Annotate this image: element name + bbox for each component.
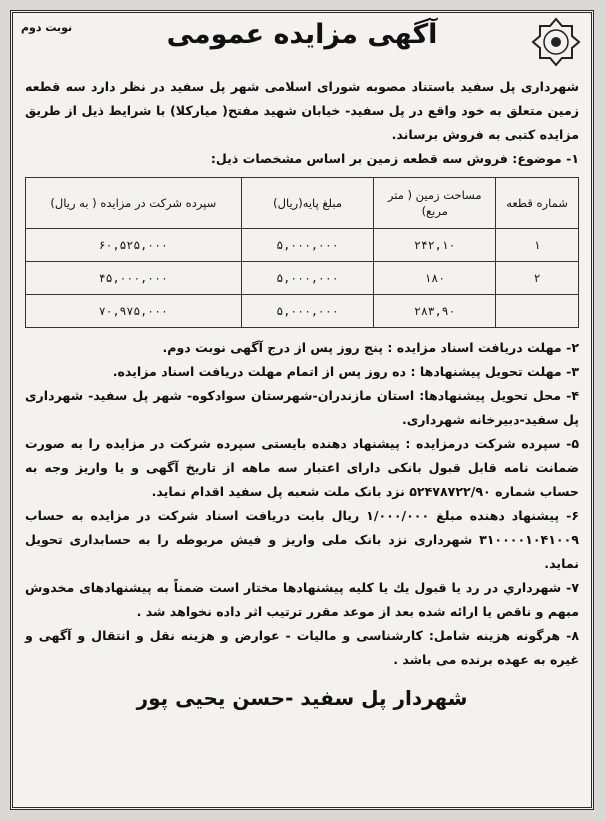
table-row bbox=[26, 295, 579, 328]
condition-item: ۸- هرگونه هزینه شامل: کارشناسی و مالیات - عوارض و هزینه نقل و انتقال و آگهی و غیره به عهده برنده می باشد . bbox=[25, 628, 579, 667]
intro-paragraph: شهرداری پل سفید باستناد مصوبه شورای اسلامی شهر پل سفید در نظر دارد سه قطعه زمین متعلق به خود واقع در پل سفید- خیابان شهید مفتح( میارکلا) با شرایط ذیل از طریق مزایده کتبی به فروش برساند. bbox=[25, 79, 579, 142]
cell-base-price: ۵,۰۰۰,۰۰۰ bbox=[241, 262, 374, 295]
cell-base-price: ۵,۰۰۰,۰۰۰ bbox=[241, 229, 374, 262]
condition-item: ۳- مهلت تحویل پیشنهادها : ده روز پس از اتمام مهلت دریافت اسناد مزایده. bbox=[112, 364, 579, 379]
notice-sheet bbox=[10, 10, 594, 810]
condition-item: ۵- سپرده شرکت درمزایده : پیشنهاد دهنده بایستی سپرده شرکت در مزایده را به صورت ضمانت نامه قابل قبول بانکی دارای اعتبار سه ماهه از تاریخ آگهی و یا واریز وجه به حساب شماره ۵۲۴۷۸۷۲۲/۹۰ نزد بانک ملت شعبه پل سفید اقدام نماید. bbox=[25, 436, 579, 499]
cell-lot-number: ۲ bbox=[496, 262, 579, 295]
cell-deposit: ۶۰,۵۲۵,۰۰۰ bbox=[26, 229, 242, 262]
table-header-row bbox=[26, 178, 579, 229]
condition-item: ۲- مهلت دریافت اسناد مزایده : پنج روز پس از درج آگهی نوبت دوم. bbox=[162, 340, 579, 355]
condition-item: ۷- شهرداري در رد یا قبول یك یا کلیه پیشنهادها مختار است ضمناً به پیشنهادهای مخدوش مبهم و ناقص یا ارائه شده بعد از موعد مقرر ترتیب اثر داده نخواهد شد . bbox=[25, 580, 579, 619]
table-row bbox=[26, 229, 579, 262]
cell-lot-number: ۱ bbox=[496, 229, 579, 262]
lots-table bbox=[25, 177, 579, 328]
cell-deposit: ۴۵,۰۰۰,۰۰۰ bbox=[26, 262, 242, 295]
signature: شهردار پل سفید -حسن یحیی پور bbox=[136, 686, 468, 710]
notice-body bbox=[13, 75, 591, 710]
notice-header bbox=[13, 13, 591, 75]
condition-item: ۶- پیشنهاد دهنده مبلغ ۱/۰۰۰/۰۰۰ ریال بابت دریافت اسناد شرکت در مزایده به حساب ۳۱۰۰۰۰۱۰۴۱۰۰۹ شهرداری نزد بانک ملی واریز و فیش مربوطه را به حسابداری تحویل نماید. bbox=[25, 508, 579, 571]
cell-area: ۲۸۳,۹۰ bbox=[374, 295, 496, 328]
cell-area: ۲۴۲,۱۰ bbox=[374, 229, 496, 262]
condition-item: ۴- محل تحویل پیشنهادها: استان مازندران-شهرستان سوادکوه- شهر پل سفید- شهرداری پل سفید-دبیرخانه شهرداری. bbox=[25, 388, 579, 427]
conditions-list bbox=[25, 336, 579, 672]
cell-area: ۱۸۰ bbox=[374, 262, 496, 295]
cell-deposit: ۷۰,۹۷۵,۰۰۰ bbox=[26, 295, 242, 328]
header-deposit: سپرده شرکت در مزایده ( به ریال) bbox=[26, 178, 242, 229]
section-subject: ۱- موضوع: فروش سه قطعه زمین بر اساس مشخصات ذیل: bbox=[210, 151, 579, 166]
table-row bbox=[26, 262, 579, 295]
cell-base-price: ۵,۰۰۰,۰۰۰ bbox=[241, 295, 374, 328]
header-lot-number: شماره قطعه bbox=[496, 178, 579, 229]
header-area: مساحت زمین ( متر مربع) bbox=[374, 178, 496, 229]
header-base-price: مبلغ پایه(ریال) bbox=[241, 178, 374, 229]
cell-lot-number bbox=[496, 295, 579, 328]
page-title: آگهی مزایده عمومی bbox=[166, 19, 438, 50]
round-label: نوبت دوم bbox=[21, 21, 73, 34]
